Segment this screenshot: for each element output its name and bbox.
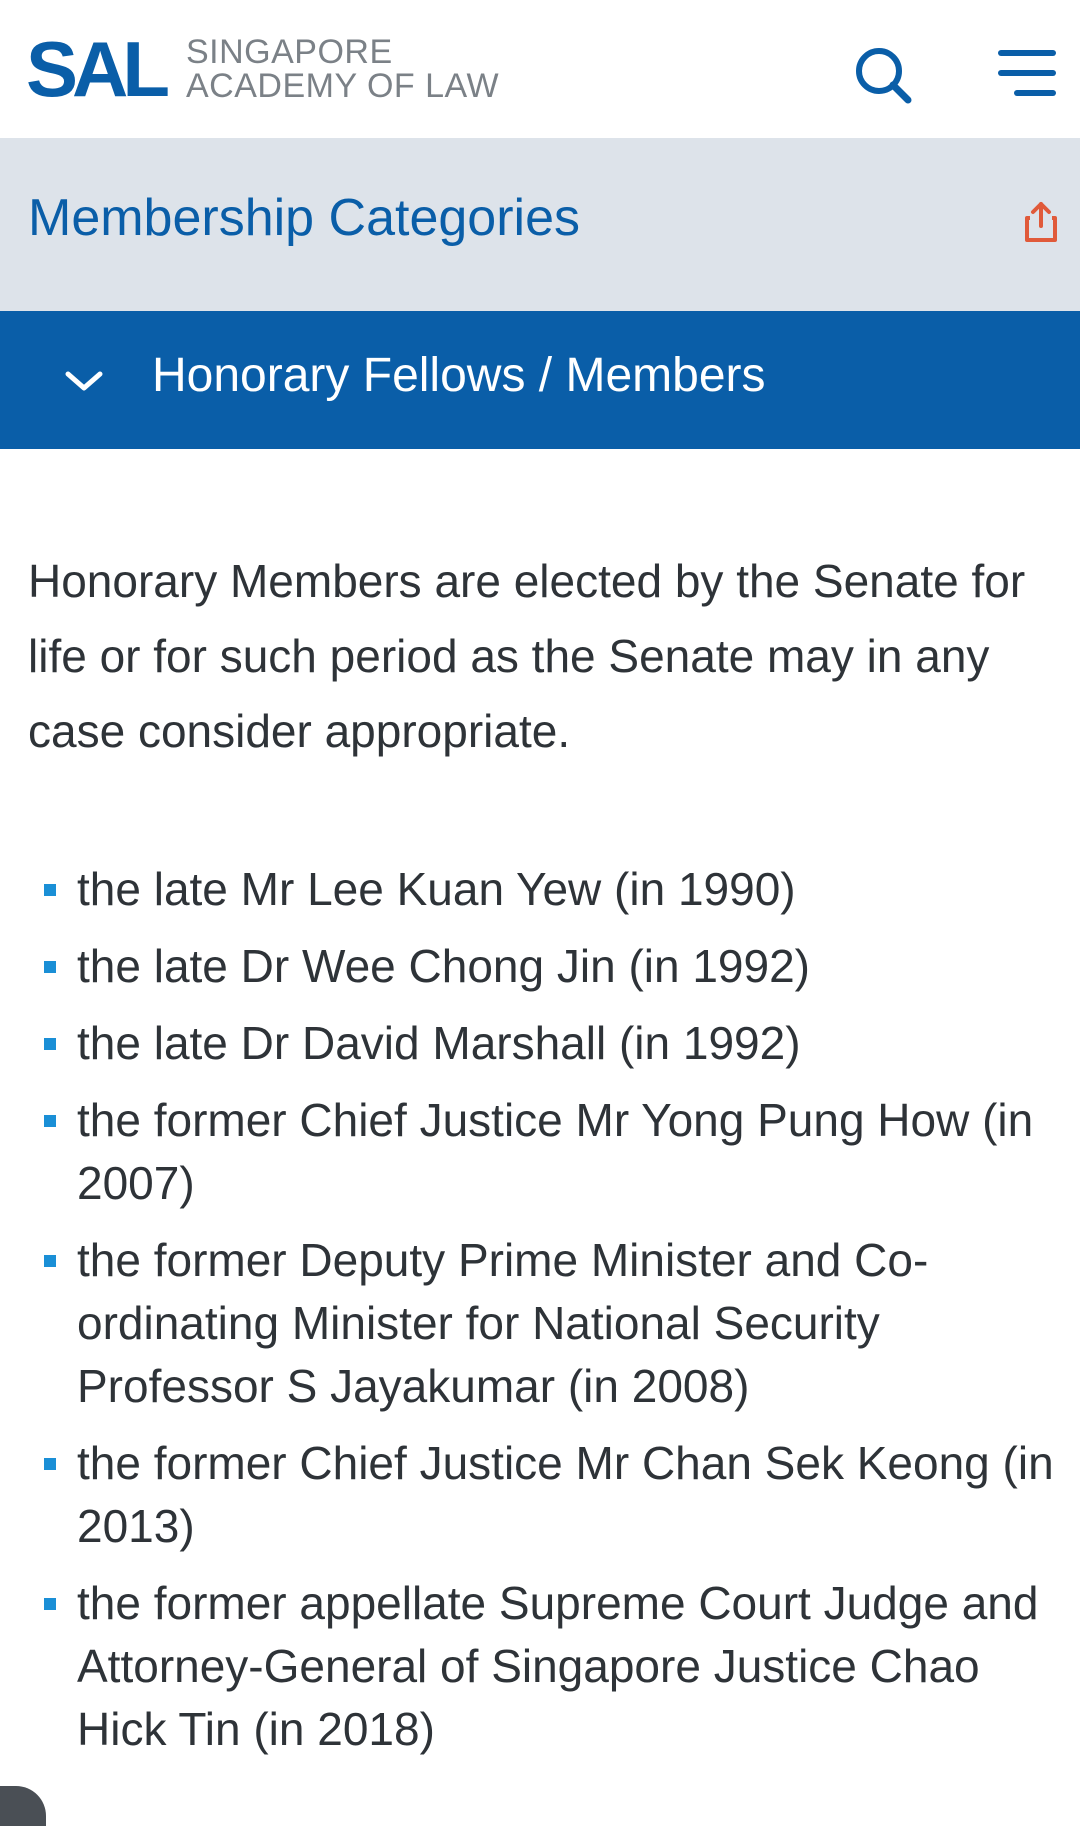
search-icon — [852, 44, 916, 108]
honorary-members-list — [0, 858, 1080, 1775]
page-title: Membership Categories — [28, 189, 581, 247]
logo-line-1: SINGAPORE — [186, 33, 393, 71]
hamburger-menu-icon — [998, 50, 1056, 56]
accordion-toggle[interactable] — [62, 366, 106, 396]
share-icon — [1024, 200, 1058, 244]
bullet-icon — [44, 1115, 56, 1127]
intro-paragraph: Honorary Members are elected by the Senate for life or for such period as the Senate may in any case consider appropriate. — [28, 555, 1026, 757]
list-item — [0, 1572, 1080, 1761]
menu-button[interactable] — [994, 50, 1056, 100]
site-header — [0, 0, 1080, 138]
list-item — [0, 858, 1080, 921]
bullet-icon — [44, 961, 56, 973]
list-item — [0, 1432, 1080, 1558]
member-text: the late Dr Wee Chong Jin (in 1992) — [77, 940, 810, 992]
member-text: the late Dr David Marshall (in 1992) — [77, 1017, 801, 1069]
accordion-title[interactable]: Honorary Fellows / Members — [152, 349, 766, 402]
bullet-icon — [44, 1255, 56, 1267]
bullet-icon — [44, 1038, 56, 1050]
member-text: the late Mr Lee Kuan Yew (in 1990) — [77, 863, 796, 915]
list-item — [0, 1229, 1080, 1418]
member-text: the former Deputy Prime Minister and Co-ordinating Minister for National Security Professor S Jayakumar (in 2008) — [77, 1234, 929, 1412]
bullet-icon — [44, 884, 56, 896]
member-text: the former Chief Justice Mr Yong Pung How (in 2007) — [77, 1094, 1034, 1209]
member-text: the former appellate Supreme Court Judge and Attorney-General of Singapore Justice Chao Hick Tin (in 2018) — [77, 1577, 1039, 1755]
list-item — [0, 1089, 1080, 1215]
logo-line-2: ACADEMY OF LAW — [186, 67, 500, 105]
bullet-icon — [44, 1458, 56, 1470]
logo-mark: SAL — [26, 25, 164, 113]
logo-text — [186, 35, 499, 103]
search-button[interactable] — [852, 44, 916, 108]
list-item — [0, 1012, 1080, 1075]
floating-tab[interactable] — [0, 1786, 46, 1826]
share-button[interactable] — [1024, 200, 1058, 244]
list-item — [0, 935, 1080, 998]
chevron-down-icon — [62, 366, 106, 396]
member-text: the former Chief Justice Mr Chan Sek Keong (in 2013) — [77, 1437, 1054, 1552]
bullet-icon — [44, 1598, 56, 1610]
sal-logo[interactable] — [26, 25, 500, 113]
